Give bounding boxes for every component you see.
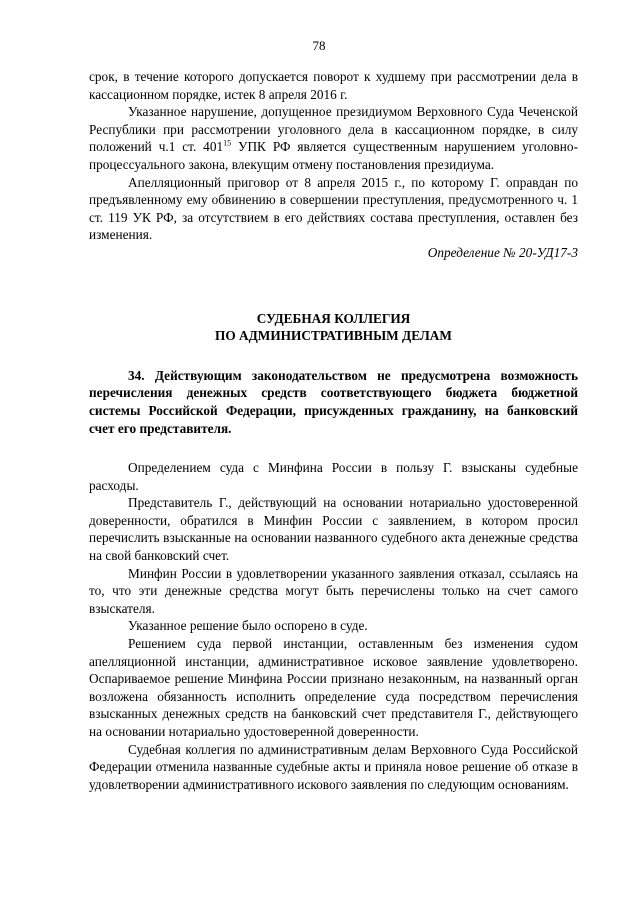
section-title-line-1: СУДЕБНАЯ КОЛЛЕГИЯ xyxy=(256,310,411,326)
paragraph-continuation: срок, в течение которого допускается поворот к худшему при рассмотрении дела в кассационном порядке, истек 8 апреля 2016 г. xyxy=(89,69,578,102)
paragraph-violation xyxy=(89,103,578,173)
body-paragraph-2: Представитель Г., действующий на основании нотариально удостоверенной доверенности, обратился в Минфин России с заявлением, в котором просил перечислить взысканные на основании названного судебного акта денежные средства на свой банковский счет. xyxy=(89,495,578,564)
citation-reference: Определение № 20-УД17-3 xyxy=(427,244,578,260)
section-title-line-2: ПО АДМИНИСТРАТИВНЫМ ДЕЛАМ xyxy=(215,328,452,344)
body-paragraph-6: Судебная коллегия по административным делам Верховного Суда Российской Федерации отменила названные судебные акты и приняла новое решение об отказе в удовлетворении административного искового заявления по следующим основаниям. xyxy=(89,741,578,792)
body-paragraph-1: Определением суда с Минфина России в пользу Г. взысканы судебные расходы. xyxy=(89,460,578,493)
thesis-paragraph: 34. Действующим законодательством не предусмотрена возможность перечисления денежных средств соответствующего бюджета бюджетной системы Российской Федерации, присужденных гражданину, на банковский счет его представителя. xyxy=(89,367,578,436)
body-paragraph-4: Указанное решение было оспорено в суде. xyxy=(128,618,368,634)
paragraph-violation-text-end: УПК РФ является существенным нарушением уголовно-процессуального закона, влекущим отмену постановления президиума. xyxy=(89,139,579,172)
page-content xyxy=(89,68,578,793)
body-paragraph-5: Решением суда первой инстанции, оставленным без изменения судом апелляционной инстанции, административное исковое заявление удовлетворено. Оспариваемое решение Минфина России признано незаконным, на названный орган возложена обязанность исполнить определение суда посредством перечисления взысканных денежных средств на банковский счет представителя Г., действующего на основании нотариально удостоверенной доверенности. xyxy=(89,636,578,739)
page-number: 78 xyxy=(312,38,326,53)
paragraph-violation-text: Указанное нарушение, допущенное президиумом Верховного Суда Чеченской Республики при рассмотрении уголовного дела в кассационном порядке, в силу положений ч.1 ст. 401 xyxy=(89,104,578,155)
paragraph-appeal-verdict: Апелляционный приговор от 8 апреля 2015 г., по которому Г. оправдан по предъявленному ему обвинению в совершении преступления, предусмотренного ч. 1 ст. 119 УК РФ, за отсутствием в его действиях состава преступления, оставлен без изменения. xyxy=(89,174,578,243)
article-superscript: 15 xyxy=(223,138,232,148)
body-paragraph-3: Минфин России в удовлетворении указанного заявления отказал, ссылаясь на то, что эти денежные средства могут быть перечислены только на счет самого взыскателя. xyxy=(89,565,578,616)
section-title xyxy=(89,310,578,345)
